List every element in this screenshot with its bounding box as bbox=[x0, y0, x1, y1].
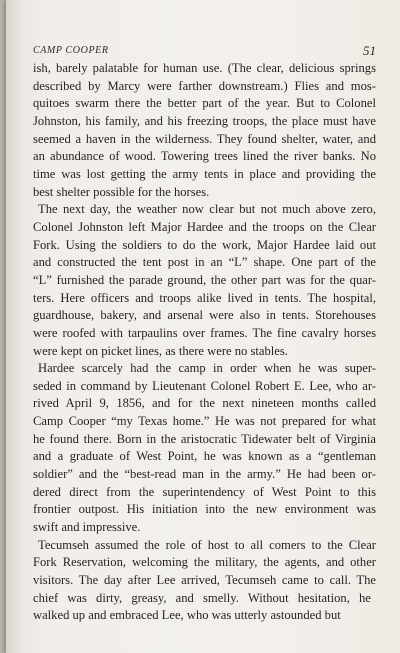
page-number: 51 bbox=[363, 43, 376, 58]
text-line: time was lost getting the army tents in place and providing the bbox=[33, 166, 376, 181]
text-line: Tecumseh assumed the role of host to all comers to the Clear bbox=[38, 537, 376, 552]
text-line: seemed a haven in the wilderness. They found shelter, water, and bbox=[33, 131, 376, 146]
text-line: guardhouse, bakery, and arsenal were also in tents. Storehouses bbox=[33, 308, 376, 323]
text-line: Fork. Using the soldiers to do the work, Major Hardee laid out bbox=[33, 237, 376, 252]
text-line: Colonel Johnston left Major Hardee and the troops on the Clear bbox=[33, 219, 376, 234]
text-line: and constructed the tent post in an “L” shape. One part of the bbox=[33, 255, 376, 270]
page-header bbox=[33, 44, 376, 60]
text-line: Fork Reservation, welcoming the military, the agents, and other bbox=[33, 555, 376, 570]
text-line: chief was dirty, greasy, and smelly. Without hesitation, he bbox=[33, 590, 371, 605]
text-line: rived April 9, 1856, and for the next nineteen months called bbox=[33, 396, 376, 411]
text-line: described by Marcy were farther downstream.) Flies and mos- bbox=[33, 78, 376, 93]
text-line: “L” furnished the parade ground, the other part was for the quar- bbox=[33, 272, 376, 287]
running-head: CAMP COOPER bbox=[33, 45, 109, 56]
text-line: were kept on picket lines, as there were no stables. bbox=[33, 343, 288, 358]
text-line: Camp Cooper “my Texas home.” He was not prepared for what bbox=[33, 414, 376, 429]
text-line: swift and impressive. bbox=[33, 520, 141, 535]
text-line: Johnston, his family, and his freezing troops, the place must have bbox=[33, 113, 376, 128]
text-line: were roofed with tarpaulins over frames. The fine cavalry horses bbox=[33, 325, 376, 340]
text-line: visitors. The day after Lee arrived, Tecumseh came to call. The bbox=[33, 573, 376, 588]
text-line: dered direct from the superintendency of West Point to this bbox=[33, 484, 376, 499]
text-line: soldier” and the “best-read man in the army.” He had been or- bbox=[33, 467, 376, 482]
text-line: walked up and embraced Lee, who was utterly astounded but bbox=[33, 608, 341, 623]
text-line: quitoes swarm there the better part of the year. But to Colonel bbox=[33, 96, 376, 111]
text-line: best shelter possible for the horses. bbox=[33, 184, 210, 199]
text-line: ters. Here officers and troops alike lived in tents. The hospital, bbox=[33, 290, 376, 305]
text-line: frontier outpost. His initiation into the new environment was bbox=[33, 502, 376, 517]
text-line: ish, barely palatable for human use. (The clear, delicious springs bbox=[33, 61, 376, 75]
text-line: he found there. Born in the aristocratic Tidewater belt of Virginia bbox=[33, 431, 376, 446]
text-line: an abundance of wood. Towering trees lined the river banks. No bbox=[33, 149, 376, 164]
text-line: Hardee scarcely had the camp in order when he was super- bbox=[38, 361, 376, 376]
text-line: seded in command by Lieutenant Colonel Robert E. Lee, who ar- bbox=[33, 378, 376, 393]
text-line: and a graduate of West Point, he was known as a “gentleman bbox=[33, 449, 376, 464]
book-page bbox=[6, 0, 400, 653]
body-text bbox=[33, 60, 376, 625]
text-line: The next day, the weather now clear but not much above zero, bbox=[38, 202, 376, 217]
